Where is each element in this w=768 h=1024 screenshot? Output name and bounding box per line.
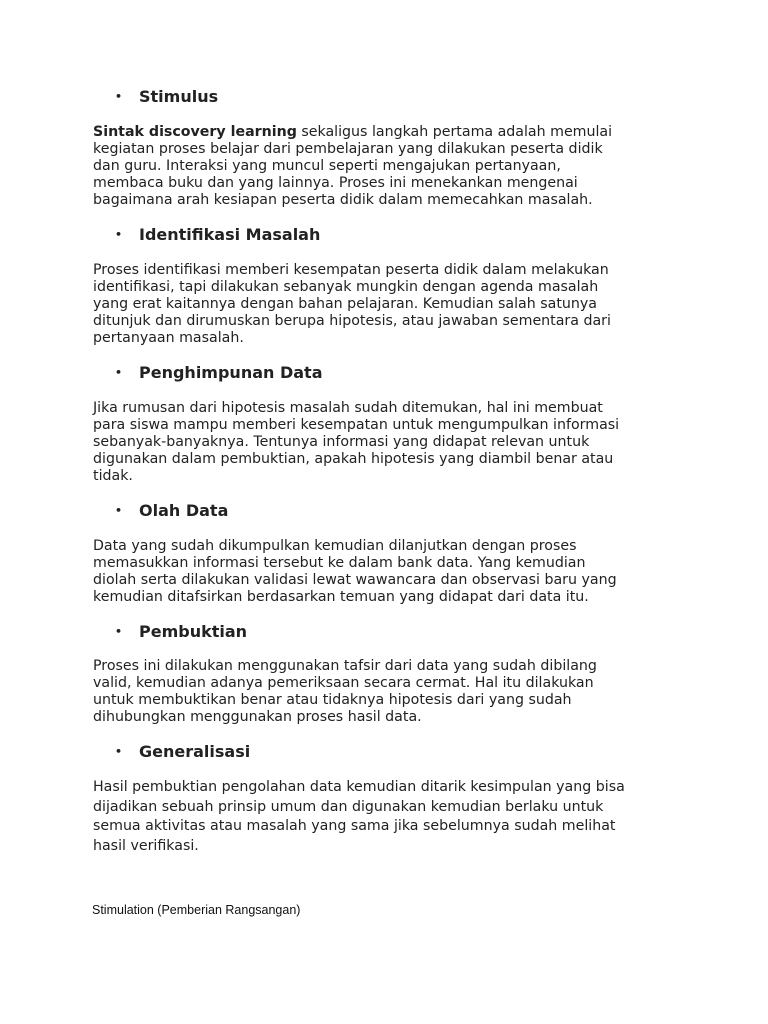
bullet-icon: • bbox=[115, 90, 123, 103]
paragraph-line: memasukkan informasi tersebut ke dalam bank data. Yang kemudian bbox=[93, 555, 586, 571]
paragraph-line: dihubungkan menggunakan proses hasil data. bbox=[93, 709, 422, 725]
paragraph-penghimpunan-data bbox=[93, 400, 683, 485]
paragraph-line: ditunjuk dan dirumuskan berupa hipotesis, atau jawaban sementara dari bbox=[93, 313, 611, 329]
footer-note: Stimulation (Pemberian Rangsangan) bbox=[92, 903, 301, 917]
paragraph-line: kegiatan proses belajar dari pembelajaran yang dilakukan peserta didik bbox=[93, 141, 603, 157]
heading-text: Pembuktian bbox=[139, 622, 248, 641]
paragraph-line: dan guru. Interaksi yang muncul seperti mengajukan pertanyaan, bbox=[93, 158, 561, 174]
line-text: sekaligus langkah pertama adalah memulai bbox=[296, 124, 613, 140]
bullet-icon: • bbox=[115, 504, 123, 517]
paragraph-line: pertanyaan masalah. bbox=[93, 330, 244, 346]
bullet-icon: • bbox=[115, 625, 123, 638]
paragraph-stimulus bbox=[93, 124, 683, 209]
paragraph-line: valid, kemudian adanya pemeriksaan secara cermat. Hal itu dilakukan bbox=[93, 675, 594, 691]
bullet-icon: • bbox=[115, 366, 123, 379]
section-heading-pembuktian bbox=[93, 620, 693, 644]
paragraph-line: identifikasi, tapi dilakukan sebanyak mungkin dengan agenda masalah bbox=[93, 279, 599, 295]
paragraph-line: yang erat kaitannya dengan bahan pelajaran. Kemudian salah satunya bbox=[93, 296, 597, 312]
section-heading-identifikasi-masalah bbox=[93, 223, 693, 247]
heading-text: Generalisasi bbox=[139, 742, 251, 761]
section-heading-generalisasi bbox=[93, 740, 693, 764]
paragraph-line: hasil verifikasi. bbox=[93, 837, 199, 854]
paragraph-line: para siswa mampu memberi kesempatan untuk mengumpulkan informasi bbox=[93, 417, 620, 433]
heading-text: Stimulus bbox=[139, 87, 219, 106]
paragraph-line: bagaimana arah kesiapan peserta didik dalam memecahkan masalah. bbox=[93, 192, 593, 208]
paragraph-pembuktian bbox=[93, 658, 683, 726]
heading-text: Identifikasi Masalah bbox=[139, 225, 321, 244]
paragraph-line: digunakan dalam pembuktian, apakah hipotesis yang diambil benar atau bbox=[93, 451, 614, 467]
paragraph-line: sebanyak-banyaknya. Tentunya informasi yang didapat relevan untuk bbox=[93, 434, 590, 450]
paragraph-line: Proses identifikasi memberi kesempatan peserta didik dalam melakukan bbox=[93, 262, 609, 278]
paragraph-line: diolah serta dilakukan validasi lewat wawancara dan observasi baru yang bbox=[93, 572, 617, 588]
lead-bold-text: Sintak discovery learning bbox=[93, 124, 297, 140]
paragraph-identifikasi-masalah bbox=[93, 262, 683, 347]
bullet-icon: • bbox=[115, 228, 123, 241]
paragraph-line: Proses ini dilakukan menggunakan tafsir dari data yang sudah dibilang bbox=[93, 658, 597, 674]
paragraph-line: untuk membuktikan benar atau tidaknya hipotesis dari yang sudah bbox=[93, 692, 572, 708]
paragraph-line: Jika rumusan dari hipotesis masalah sudah ditemukan, hal ini membuat bbox=[93, 400, 603, 416]
paragraph-line bbox=[93, 124, 683, 141]
paragraph-generalisasi bbox=[93, 778, 683, 856]
heading-text: Penghimpunan Data bbox=[139, 363, 323, 382]
paragraph-line: tidak. bbox=[93, 468, 133, 484]
heading-text: Olah Data bbox=[139, 501, 229, 520]
paragraph-line: kemudian ditafsirkan berdasarkan temuan yang didapat dari data itu. bbox=[93, 589, 589, 605]
section-heading-olah-data bbox=[93, 499, 693, 523]
paragraph-line: membaca buku dan yang lainnya. Proses ini menekankan mengenai bbox=[93, 175, 578, 191]
section-heading-penghimpunan-data bbox=[93, 361, 693, 385]
paragraph-line: dijadikan sebuah prinsip umum dan digunakan kemudian berlaku untuk bbox=[93, 798, 604, 815]
paragraph-line: Hasil pembuktian pengolahan data kemudian ditarik kesimpulan yang bisa bbox=[93, 779, 625, 795]
paragraph-line: Data yang sudah dikumpulkan kemudian dilanjutkan dengan proses bbox=[93, 538, 577, 554]
section-heading-stimulus bbox=[93, 85, 693, 109]
bullet-icon: • bbox=[115, 745, 123, 758]
paragraph-olah-data bbox=[93, 538, 683, 606]
paragraph-line: semua aktivitas atau masalah yang sama jika sebelumnya sudah melihat bbox=[93, 818, 616, 834]
